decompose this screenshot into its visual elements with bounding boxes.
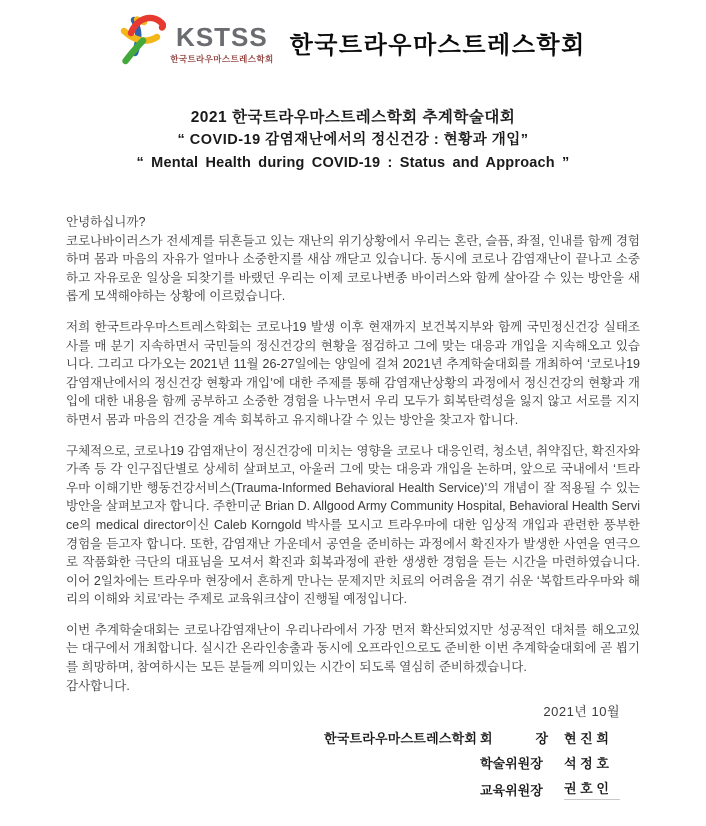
signature-name-president: 현 진 희 [564, 731, 609, 746]
kstss-logo-mark-icon [120, 12, 166, 66]
date-line: 2021년 10월 [543, 704, 620, 719]
kstss-logo [120, 12, 273, 66]
signature-org: 한국트라우마스트레스학회 [324, 731, 478, 746]
logo-acronym: KSTSS [176, 22, 268, 52]
logo-text-column [170, 24, 273, 65]
header [0, 12, 706, 66]
conference-title: 2021 한국트라우마스트레스학회 추계학술대회 [190, 109, 516, 126]
conference-title-block [0, 106, 706, 175]
signature-role-president [480, 728, 548, 747]
conference-subtitle-korean: “ COVID-19 감염재난에서의 정신건강 : 현황과 개입” [177, 132, 529, 148]
signature-block [324, 728, 620, 800]
paragraph-1: 코로나바이러스가 전세계를 뒤흔들고 있는 재난의 위기상황에서 우리는 혼란, 슬픔, 좌절, 인내를 함께 경험하며 몸과 마음의 자유가 얼마나 소중한지를 새삼 깨닫고 있습니다. 동시에 코로나 감염재난이 끝나고 소중하고 자유로운 일상을 되찾기를 바랬던 우리는 이제 코로나변종 바이러스와 함께 살아갈 수 있는 방안을 새롭게 모색해야하는 상황에 이르렀습니다. [66, 233, 640, 304]
greeting-line: 안녕하십니까? [66, 215, 146, 229]
signature-role-education-chair: 교육위원장 [480, 782, 543, 798]
letter-body [66, 213, 640, 695]
paragraph-4: 이번 추계학술대회는 코로나감염재난이 우리나라에서 가장 먼저 확산되었지만 성공적인 대처를 해오고있는 대구에서 개최합니다. 실시간 온라인송출과 동시에 오프라인으로도 준비한 이번 추계학술대회에 곧 뵙기를 희망하며, 참여하시는 모든 분들께 의미있는 시간이 되도록 열심히 준비하겠습니다. [66, 622, 640, 675]
conference-subtitle-english: “ Mental Health during COVID-19 : Status and Approach ” [136, 155, 570, 171]
signature-name-academic-chair: 석 정 호 [564, 756, 609, 771]
organization-title: 한국트라우마스트레스학회 [289, 31, 586, 59]
signature-role-academic-chair: 학술위원장 [480, 756, 543, 771]
closing-line: 감사합니다. [66, 678, 130, 693]
signature-role-president-right: 장 [535, 731, 548, 746]
logo-subtitle: 한국트라우마스트레스학회 [170, 54, 274, 64]
signature-name-education-chair: 권 호 인 [564, 778, 620, 800]
paragraph-2: 저희 한국트라우마스트레스학회는 코로나19 발생 이후 현재까지 보건복지부와 함께 국민정신건강 실태조사를 매 분기 지속하면서 국민들의 정신건강의 현황을 점검하고 그에 맞는 대응과 개입을 지속해오고 있습니다. 그리고 다가오는 2021년 11월 26-27일에는 양일에 걸쳐 2021년 추계학술대회를 개최하여 ‘코로나19 감염재난에서의 정신건강 현황과 개입’에 대한 주제를 통해 감염재난상황의 과정에서 정신건강의 현황과 개입에 대한 내용을 함께 공부하고 소중한 경험을 나누면서 우리 모두가 회복탄력성을 잃지 않고 서로를 지지하면서 몸과 마음의 건강을 계속 회복하고 유지해나갈 수 있는 방안을 찾고자 합니다. [66, 319, 640, 427]
paragraph-3: 구체적으로, 코로나19 감염재난이 정신건강에 미치는 영향을 코로나 대응인력, 청소년, 취약집단, 확진자와 가족 등 각 인구집단별로 상세히 살펴보고, 아울러 그에 맞는 대응과 개입을 논하며, 앞으로 국내에서 ‘트라우마 이해기반 행동건강서비스(Trauma-Informed Behavioral Health Service)’의 개념이 잘 적용될 수 있는 방안을 살펴보고자 합니다. 주한미군 Brian D. Allgood Army Community Hospital, Behavioral Health Service의 medical director이신 Caleb Korngold 박사를 모시고 트라우마에 대한 임상적 개입과 관련한 풍부한 경험을 듣고자 합니다. 또한, 감염재난 가운데서 공연을 준비하는 과정에서 확진자가 발생한 사연을 연극으로 작품화한 극단의 대표님을 모셔서 확진과 회복과정에 관한 생생한 경험을 듣는 시간을 마련하였습니다. 이어 2일차에는 트라우마 현장에서 흔하게 만나는 문제지만 치료의 어려움을 겪기 쉬운 ‘복합트라우마와 해리의 이해와 치료’라는 주제로 교육워크샵이 진행될 예정입니다. [66, 443, 640, 607]
signature-role-president-left: 회 [480, 731, 493, 746]
